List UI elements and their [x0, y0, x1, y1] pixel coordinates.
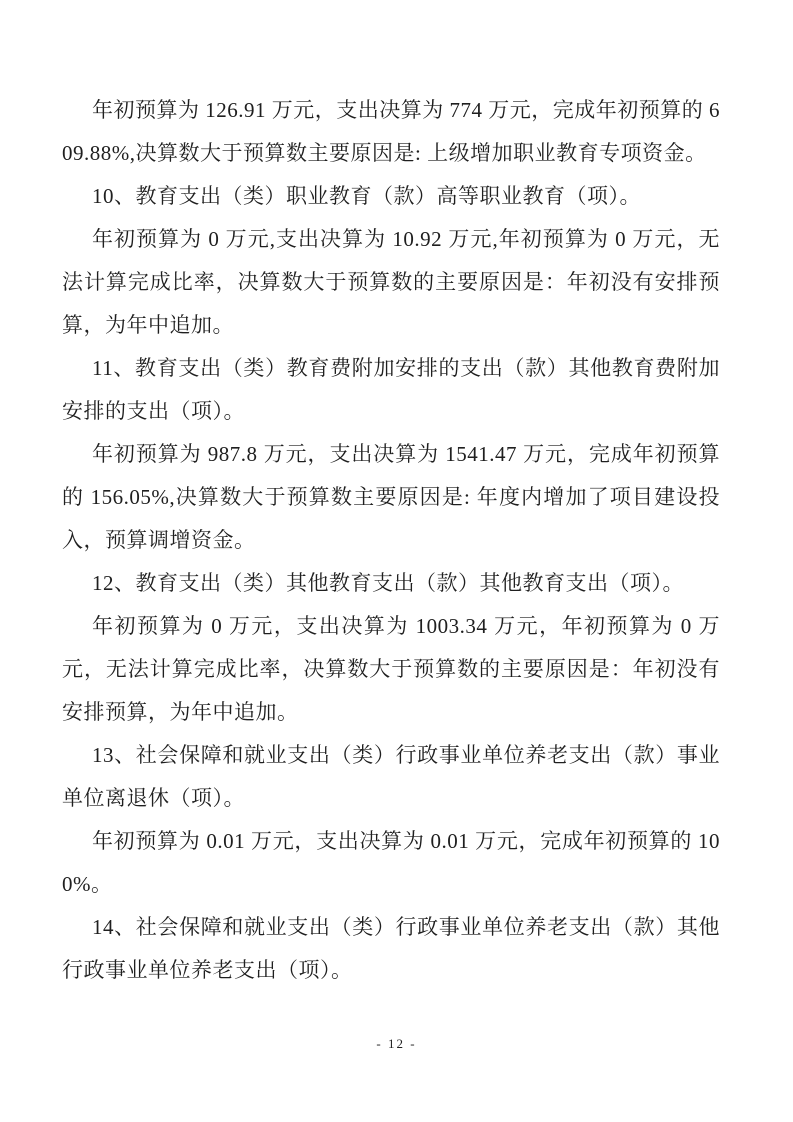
page-number: - 12 -: [376, 1036, 417, 1051]
document-body: [62, 89, 720, 992]
paragraph-item10-figures: 年初预算为 0 万元,支出决算为 10.92 万元,年初预算为 0 万元，无法计算完成比率，决算数大于预算数的主要原因是：年初没有安排预算，为年中追加。: [62, 227, 720, 337]
heading-item-10: 10、教育支出（类）职业教育（款）高等职业教育（项）。: [92, 184, 641, 208]
heading-item-14: 14、社会保障和就业支出（类）行政事业单位养老支出（款）其他行政事业单位养老支出（项）。: [62, 915, 720, 982]
heading-item-12: 12、教育支出（类）其他教育支出（款）其他教育支出（项）。: [92, 571, 684, 595]
paragraph-item11-figures: 年初预算为 987.8 万元，支出决算为 1541.47 万元，完成年初预算的 156.05%,决算数大于预算数主要原因是: 年度内增加了项目建设投入，预算调增资金。: [62, 442, 720, 552]
heading-item-13: 13、社会保障和就业支出（类）行政事业单位养老支出（款）事业单位离退休（项）。: [62, 743, 720, 810]
paragraph-item13-figures: 年初预算为 0.01 万元，支出决算为 0.01 万元，完成年初预算的 100%。: [62, 829, 720, 896]
heading-item-11: 11、教育支出（类）教育费附加安排的支出（款）其他教育费附加安排的支出（项）。: [62, 356, 720, 423]
paragraph-item12-figures: 年初预算为 0 万元，支出决算为 1003.34 万元，年初预算为 0 万元，无法计算完成比率，决算数大于预算数的主要原因是：年初没有安排预算，为年中追加。: [62, 614, 720, 724]
paragraph-item9-figures: 年初预算为 126.91 万元，支出决算为 774 万元，完成年初预算的 609.88%,决算数大于预算数主要原因是: 上级增加职业教育专项资金。: [62, 98, 720, 165]
